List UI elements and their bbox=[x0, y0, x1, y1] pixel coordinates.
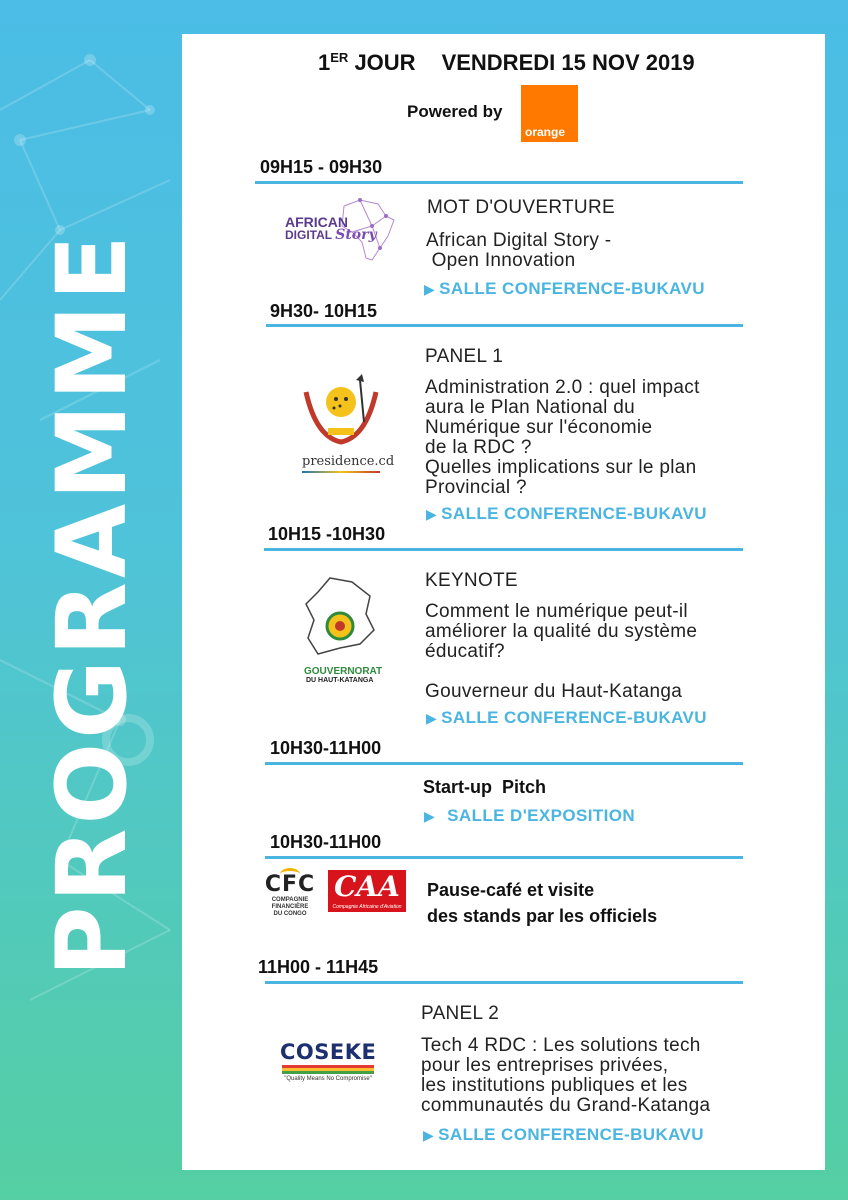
session-1-room bbox=[424, 279, 705, 299]
session-2-line-6: Provincial ? bbox=[425, 477, 527, 498]
powered-by-label: Powered by bbox=[407, 102, 503, 121]
cfc-logo bbox=[258, 872, 322, 928]
cfc-line3: DU CONGO bbox=[273, 911, 307, 917]
session-6-line-1: Tech 4 RDC : Les solutions tech bbox=[421, 1035, 701, 1056]
session-5-divider bbox=[265, 856, 743, 859]
caa-mark: CAA bbox=[334, 870, 400, 903]
session-1-room-label: SALLE CONFERENCE-BUKAVU bbox=[439, 279, 705, 298]
session-2-description bbox=[425, 378, 700, 498]
play-triangle-icon: ▶ bbox=[423, 1127, 435, 1143]
coseke-mark: COSEKE bbox=[280, 1040, 377, 1064]
day-word: JOUR bbox=[354, 50, 416, 75]
session-1-description bbox=[426, 231, 611, 271]
day-header bbox=[318, 50, 695, 76]
session-2-room bbox=[426, 504, 707, 524]
play-triangle-icon: ▶ bbox=[424, 281, 436, 297]
session-6-line-2: pour les entreprises privées, bbox=[421, 1055, 669, 1076]
ads-logo-line2: DIGITAL bbox=[285, 228, 332, 242]
session-1-line-2: Open Innovation bbox=[426, 250, 576, 271]
session-2-type: PANEL 1 bbox=[425, 346, 504, 367]
caa-logo bbox=[328, 870, 406, 912]
session-6-divider bbox=[265, 981, 743, 984]
session-2-room-label: SALLE CONFERENCE-BUKAVU bbox=[441, 504, 707, 523]
session-3-line-1: Comment le numérique peut-il bbox=[425, 601, 688, 622]
session-4-time: 10H30-11H00 bbox=[270, 738, 382, 758]
session-5-title-line-1: Pause-café et visite bbox=[427, 880, 595, 900]
orange-logo bbox=[521, 85, 578, 142]
gouvernorat-logo bbox=[300, 574, 383, 686]
session-2-divider bbox=[266, 324, 743, 327]
session-3-divider bbox=[264, 548, 743, 551]
session-2-line-3: Numérique sur l'économie bbox=[425, 417, 653, 438]
play-triangle-icon: ▶ bbox=[426, 710, 438, 726]
play-triangle-icon: ▶ bbox=[426, 506, 438, 522]
presidence-caption: presidence.cd bbox=[302, 454, 395, 469]
coseke-tagline: "Quality Means No Compromise" bbox=[284, 1076, 372, 1082]
caa-subtitle: Compagnie Africaine d'Aviation bbox=[332, 904, 402, 910]
programme-side-title: PROGRAMME bbox=[36, 231, 148, 977]
session-1-divider bbox=[255, 181, 743, 184]
session-4-title: Start-up Pitch bbox=[423, 777, 547, 797]
session-2-line-1: Administration 2.0 : quel impact bbox=[425, 377, 700, 398]
session-6-type: PANEL 2 bbox=[421, 1003, 500, 1024]
session-3-type: KEYNOTE bbox=[425, 570, 518, 591]
african-digital-story-logo bbox=[282, 196, 404, 266]
day-suffix: ER bbox=[330, 50, 349, 65]
session-4-room bbox=[424, 806, 635, 826]
session-5-time: 10H30-11H00 bbox=[270, 832, 382, 852]
cfc-mark: CFC bbox=[264, 872, 316, 897]
session-3-line-3: éducatif? bbox=[425, 641, 505, 662]
coseke-logo bbox=[280, 1040, 376, 1086]
session-2-time: 9H30- 10H15 bbox=[270, 301, 378, 321]
presidence-logo bbox=[296, 372, 395, 476]
coat-of-arms-icon bbox=[296, 372, 386, 452]
session-1-type: MOT D'OUVERTURE bbox=[427, 197, 615, 218]
session-6-line-4: communautés du Grand-Katanga bbox=[421, 1095, 711, 1116]
katanga-map-icon bbox=[300, 574, 380, 660]
session-2-line-5: Quelles implications sur le plan bbox=[425, 457, 697, 478]
session-4-room-label: SALLE D'EXPOSITION bbox=[447, 806, 636, 825]
session-6-time: 11H00 - 11H45 bbox=[258, 957, 379, 977]
day-number: 1 bbox=[318, 50, 331, 75]
gouvernorat-line2: DU HAUT-KATANGA bbox=[306, 677, 374, 684]
gouvernorat-line1: GOUVERNORAT bbox=[304, 666, 383, 677]
session-3-description bbox=[425, 602, 697, 662]
session-6-room bbox=[423, 1125, 704, 1145]
session-3-time: 10H15 -10H30 bbox=[268, 524, 386, 544]
session-3-speaker: Gouverneur du Haut-Katanga bbox=[425, 681, 683, 702]
session-6-description bbox=[421, 1036, 710, 1116]
coseke-stripe-green bbox=[282, 1071, 374, 1074]
cfc-line1: COMPAGNIE bbox=[271, 897, 309, 903]
session-2-line-2: aura le Plan National du bbox=[425, 397, 636, 418]
session-4-divider bbox=[265, 762, 743, 765]
session-3-room bbox=[426, 708, 707, 728]
ads-logo-line1: AFRICAN bbox=[285, 214, 348, 230]
play-triangle-icon: ▶ bbox=[424, 808, 436, 824]
session-3-line-2: améliorer la qualité du système bbox=[425, 621, 698, 642]
session-5-title-line-2: des stands par les officiels bbox=[427, 906, 658, 926]
orange-logo-text: orange bbox=[525, 125, 566, 139]
session-1-time: 09H15 - 09H30 bbox=[260, 157, 383, 177]
cfc-line2: FINANCIÈRE bbox=[271, 904, 309, 910]
session-2-line-4: de la RDC ? bbox=[425, 437, 532, 458]
presidence-flag-stripe bbox=[302, 471, 380, 473]
cfc-arc-icon bbox=[280, 868, 300, 881]
ads-logo-line3: Story bbox=[335, 227, 377, 243]
session-3-room-label: SALLE CONFERENCE-BUKAVU bbox=[441, 708, 707, 727]
session-1-line-1: African Digital Story - bbox=[426, 230, 612, 251]
session-6-room-label: SALLE CONFERENCE-BUKAVU bbox=[438, 1125, 704, 1144]
session-6-line-3: les institutions publiques et les bbox=[421, 1075, 688, 1096]
event-date: VENDREDI 15 NOV 2019 bbox=[441, 50, 695, 75]
session-5-title bbox=[427, 877, 657, 929]
